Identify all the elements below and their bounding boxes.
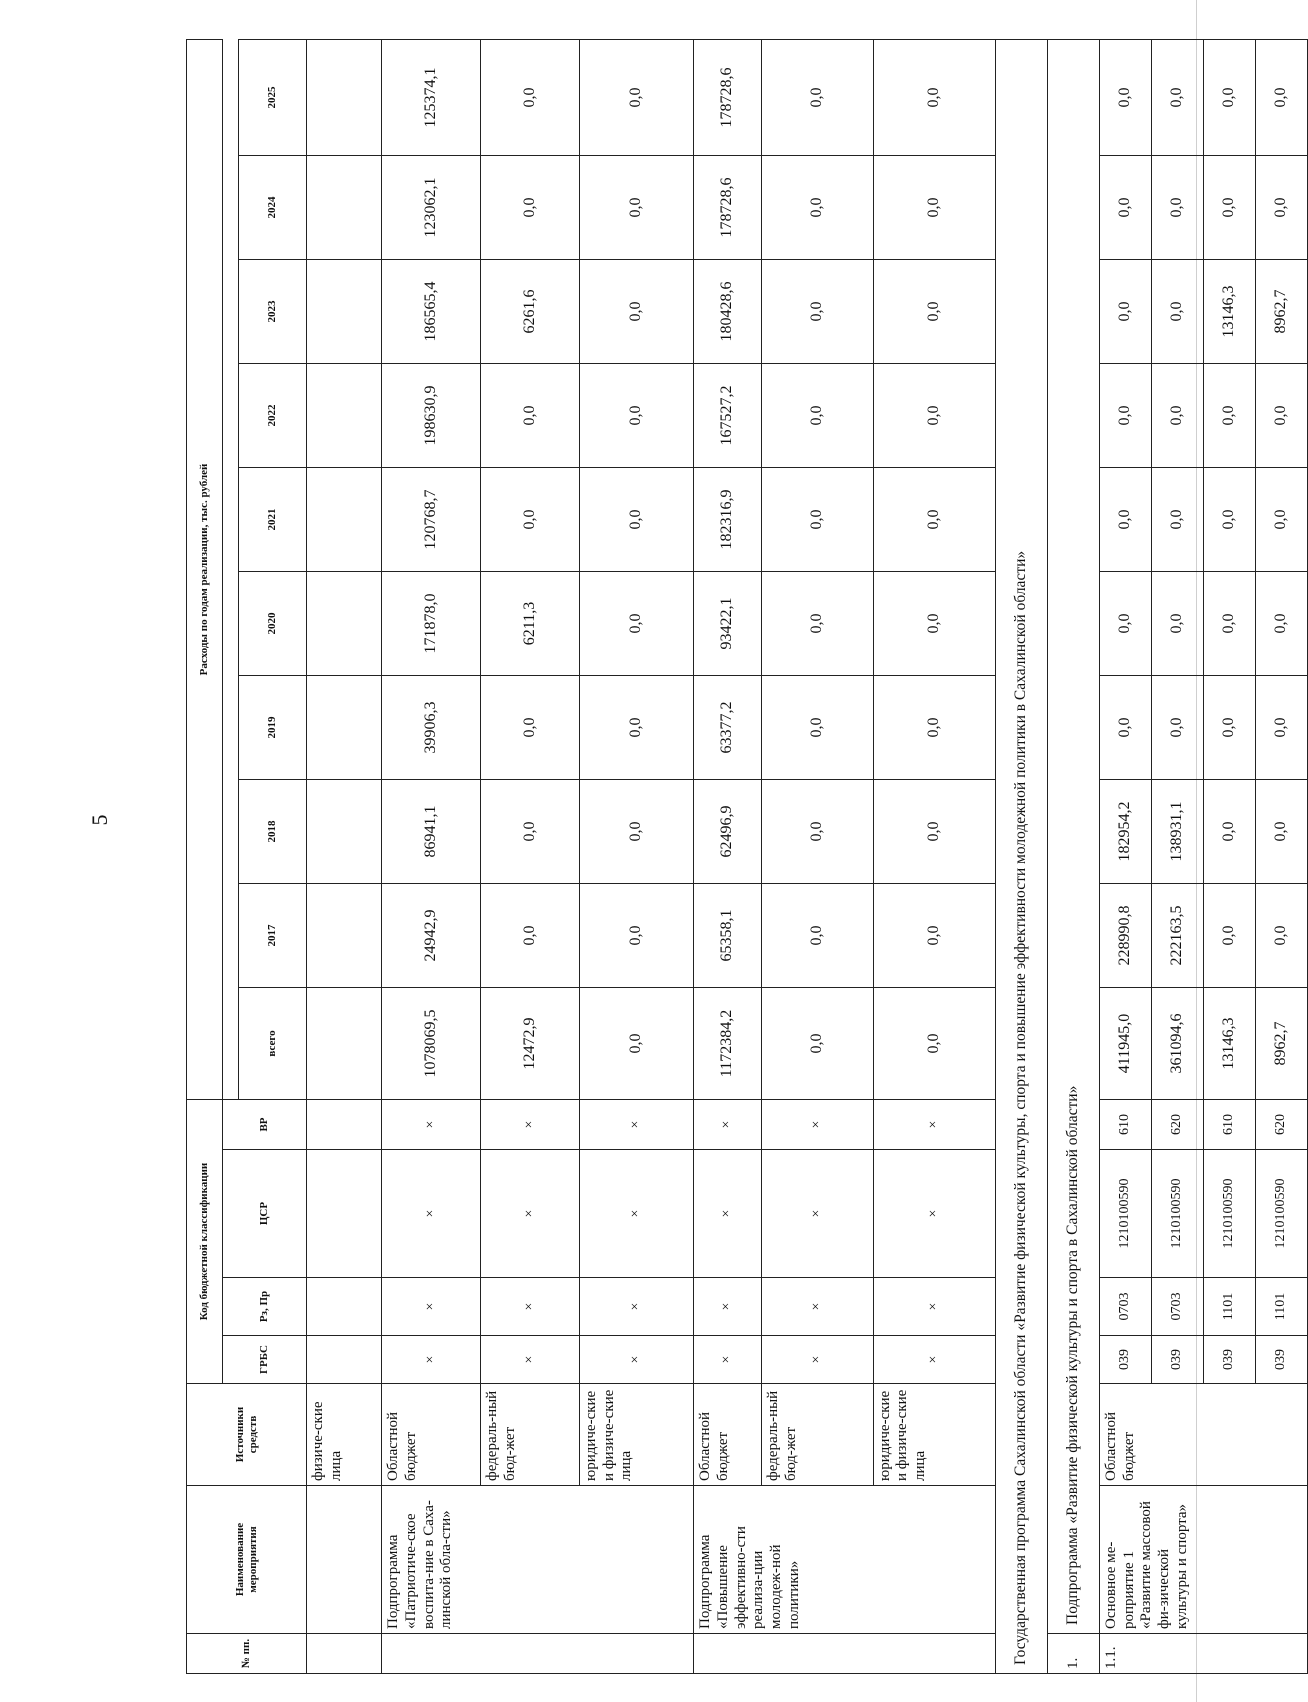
table-row xyxy=(481,39,580,1673)
table-row xyxy=(873,39,995,1673)
value-cell: 0,0 xyxy=(761,156,873,260)
header-grbs: ГРБС xyxy=(223,1336,307,1384)
value-cell: 6261,6 xyxy=(481,260,580,364)
source-cell: юридиче-ские и физиче-ские лица xyxy=(873,1384,995,1486)
value-cell: 120768,7 xyxy=(382,468,481,572)
vr-cell: × xyxy=(761,1100,873,1150)
value-cell: 0,0 xyxy=(1099,39,1151,155)
value-cell: 0,0 xyxy=(1151,39,1203,155)
csr-cell: × xyxy=(694,1150,762,1278)
rzpr-cell: 1101 xyxy=(1203,1278,1255,1336)
header-vr: ВР xyxy=(223,1100,307,1150)
value-cell: 0,0 xyxy=(1151,572,1203,676)
value-cell: 123062,1 xyxy=(382,156,481,260)
vr-cell: × xyxy=(873,1100,995,1150)
csr-cell: × xyxy=(481,1150,580,1278)
vr-cell: × xyxy=(481,1100,580,1150)
rzpr-cell: × xyxy=(873,1278,995,1336)
value-cell: 0,0 xyxy=(579,39,693,155)
value-cell: 0,0 xyxy=(873,676,995,780)
source-cell: федераль-ный бюд-жет xyxy=(481,1384,580,1486)
grbs-cell: 039 xyxy=(1151,1336,1203,1384)
csr-cell: 1210100590 xyxy=(1203,1150,1255,1278)
header-sources: Источники средств xyxy=(187,1384,307,1486)
header-year: 2019 xyxy=(239,676,307,780)
value-cell: 0,0 xyxy=(1099,468,1151,572)
value-cell: 0,0 xyxy=(873,156,995,260)
grbs-cell: 039 xyxy=(1099,1336,1151,1384)
rzpr-cell: 0703 xyxy=(1151,1278,1203,1336)
value-cell: 8962,7 xyxy=(1255,988,1307,1100)
header-csr: ЦСР xyxy=(223,1150,307,1278)
value-cell: 0,0 xyxy=(1151,676,1203,780)
value-cell: 0,0 xyxy=(1203,884,1255,988)
source-cell: федераль-ный бюд-жет xyxy=(761,1384,873,1486)
value-cell: 65358,1 xyxy=(694,884,762,988)
rotated-page xyxy=(186,40,1308,1674)
csr-cell: 1210100590 xyxy=(1099,1150,1151,1278)
grbs-cell: × xyxy=(761,1336,873,1384)
value-cell: 222163,5 xyxy=(1151,884,1203,988)
value-cell: 411945,0 xyxy=(1099,988,1151,1100)
value-cell: 182316,9 xyxy=(694,468,762,572)
value-cell: 0,0 xyxy=(1203,780,1255,884)
source-cell: Областной бюджет xyxy=(1099,1384,1307,1486)
grbs-cell: 039 xyxy=(1255,1336,1307,1384)
value-cell: 0,0 xyxy=(761,884,873,988)
value-cell: 0,0 xyxy=(1203,468,1255,572)
header-year: 2018 xyxy=(239,780,307,884)
value-cell: 0,0 xyxy=(761,988,873,1100)
value-cell: 0,0 xyxy=(873,364,995,468)
header-total: всего xyxy=(239,988,307,1100)
value-cell: 0,0 xyxy=(579,780,693,884)
value-cell: 6211,3 xyxy=(481,572,580,676)
vr-cell: 610 xyxy=(1099,1100,1151,1150)
value-cell: 0,0 xyxy=(1255,39,1307,155)
vr-cell: 610 xyxy=(1203,1100,1255,1150)
rzpr-cell: 0703 xyxy=(1099,1278,1151,1336)
section-title: Подпрограмма «Развитие физической культуры и спорта в Сахалинской области» xyxy=(1047,39,1099,1633)
source-cell: Областной бюджет xyxy=(382,1384,481,1486)
header-year: 2024 xyxy=(239,156,307,260)
grbs-cell: × xyxy=(694,1336,762,1384)
value-cell: 0,0 xyxy=(1255,780,1307,884)
vr-cell: × xyxy=(382,1100,481,1150)
grbs-cell: × xyxy=(481,1336,580,1384)
table-header xyxy=(187,39,307,1673)
value-cell: 171878,0 xyxy=(382,572,481,676)
table-row xyxy=(579,39,693,1673)
grbs-cell: × xyxy=(579,1336,693,1384)
value-cell: 0,0 xyxy=(873,468,995,572)
grbs-cell: 039 xyxy=(1203,1336,1255,1384)
value-cell: 0,0 xyxy=(1203,364,1255,468)
table-row xyxy=(1047,39,1099,1673)
value-cell: 0,0 xyxy=(1203,39,1255,155)
header-year: 2025 xyxy=(239,39,307,155)
value-cell: 0,0 xyxy=(761,468,873,572)
value-cell: 0,0 xyxy=(481,364,580,468)
value-cell: 0,0 xyxy=(1099,572,1151,676)
header-bcc: Код бюджетной классификации xyxy=(187,1100,223,1384)
header-name: Наименование мероприятия xyxy=(187,1486,307,1634)
value-cell: 0,0 xyxy=(1203,572,1255,676)
rzpr-cell: × xyxy=(579,1278,693,1336)
value-cell: 167527,2 xyxy=(694,364,762,468)
table-row xyxy=(307,39,382,1673)
value-cell: 0,0 xyxy=(481,884,580,988)
value-cell: 180428,6 xyxy=(694,260,762,364)
value-cell: 0,0 xyxy=(1255,156,1307,260)
value-cell: 178728,6 xyxy=(694,156,762,260)
value-cell: 63377,2 xyxy=(694,676,762,780)
table-row xyxy=(382,39,481,1673)
value-cell: 62496,9 xyxy=(694,780,762,884)
grbs-cell: × xyxy=(382,1336,481,1384)
value-cell: 0,0 xyxy=(1151,260,1203,364)
header-spacer xyxy=(223,39,239,1099)
grbs-cell: × xyxy=(873,1336,995,1384)
vr-cell: × xyxy=(579,1100,693,1150)
value-cell: 0,0 xyxy=(761,364,873,468)
value-cell: 0,0 xyxy=(1255,572,1307,676)
value-cell: 93422,1 xyxy=(694,572,762,676)
value-cell: 0,0 xyxy=(761,572,873,676)
budget-table xyxy=(186,39,1308,1674)
source-cell: Областной бюджет xyxy=(694,1384,762,1486)
source-cell: юридиче-ские и физиче-ские лица xyxy=(579,1384,693,1486)
value-cell: 0,0 xyxy=(1099,156,1151,260)
csr-cell: × xyxy=(382,1150,481,1278)
activity-name: Основное ме-роприятие 1 «Развитие массовой фи-зической культуры и спорта» xyxy=(1099,1486,1307,1634)
csr-cell: × xyxy=(761,1150,873,1278)
value-cell: 186565,4 xyxy=(382,260,481,364)
value-cell: 0,0 xyxy=(481,156,580,260)
rzpr-cell: × xyxy=(481,1278,580,1336)
value-cell: 39906,3 xyxy=(382,676,481,780)
header-year: 2022 xyxy=(239,364,307,468)
value-cell: 0,0 xyxy=(1255,884,1307,988)
value-cell: 0,0 xyxy=(1255,364,1307,468)
value-cell: 0,0 xyxy=(873,260,995,364)
page-number: 5 xyxy=(87,814,112,826)
subprogram-name: Подпрограмма «Патриотиче-ское воспита-ние в Саха-линской обла-сти» xyxy=(382,1486,694,1634)
header-year: 2023 xyxy=(239,260,307,364)
value-cell: 0,0 xyxy=(1099,676,1151,780)
header-number: № пп. xyxy=(187,1634,307,1674)
value-cell: 0,0 xyxy=(761,39,873,155)
value-cell: 0,0 xyxy=(873,572,995,676)
rzpr-cell: × xyxy=(382,1278,481,1336)
table-row xyxy=(761,39,873,1673)
value-cell: 0,0 xyxy=(481,39,580,155)
value-cell: 228990,8 xyxy=(1099,884,1151,988)
value-cell: 0,0 xyxy=(579,988,693,1100)
table-row xyxy=(1099,39,1151,1673)
value-cell: 0,0 xyxy=(1255,468,1307,572)
rzpr-cell: 1101 xyxy=(1255,1278,1307,1336)
value-cell: 198630,9 xyxy=(382,364,481,468)
value-cell: 0,0 xyxy=(873,780,995,884)
subprogram-name: Подпрограмма «Повышение эффективно-сти реализа-ции молодеж-ной политики» xyxy=(694,1486,996,1634)
header-year: 2021 xyxy=(239,468,307,572)
value-cell: 0,0 xyxy=(761,260,873,364)
value-cell: 86941,1 xyxy=(382,780,481,884)
value-cell: 0,0 xyxy=(579,260,693,364)
value-cell: 0,0 xyxy=(1255,676,1307,780)
value-cell: 13146,3 xyxy=(1203,988,1255,1100)
csr-cell: 1210100590 xyxy=(1255,1150,1307,1278)
vr-cell: 620 xyxy=(1151,1100,1203,1150)
value-cell: 0,0 xyxy=(1203,676,1255,780)
value-cell: 24942,9 xyxy=(382,884,481,988)
source-cell: физиче-ские лица xyxy=(307,1384,382,1486)
value-cell: 8962,7 xyxy=(1255,260,1307,364)
table-row xyxy=(995,39,1047,1673)
value-cell: 0,0 xyxy=(873,988,995,1100)
vr-cell: 620 xyxy=(1255,1100,1307,1150)
value-cell: 0,0 xyxy=(1099,364,1151,468)
value-cell: 0,0 xyxy=(761,676,873,780)
vr-cell: × xyxy=(694,1100,762,1150)
value-cell: 0,0 xyxy=(579,884,693,988)
rzpr-cell: × xyxy=(761,1278,873,1336)
value-cell: 0,0 xyxy=(873,884,995,988)
section-number: 1. xyxy=(1047,1634,1099,1674)
value-cell: 0,0 xyxy=(873,39,995,155)
header-year: 2020 xyxy=(239,572,307,676)
value-cell: 0,0 xyxy=(481,468,580,572)
header-year: 2017 xyxy=(239,884,307,988)
value-cell: 1078069,5 xyxy=(382,988,481,1100)
activity-number: 1.1. xyxy=(1099,1634,1307,1674)
value-cell: 178728,6 xyxy=(694,39,762,155)
value-cell: 0,0 xyxy=(579,572,693,676)
value-cell: 0,0 xyxy=(579,156,693,260)
csr-cell: × xyxy=(873,1150,995,1278)
value-cell: 138931,1 xyxy=(1151,780,1203,884)
value-cell: 361094,6 xyxy=(1151,988,1203,1100)
state-program-title: Государственная программа Сахалинской области «Развитие физической культуры, спорта и повышение эффективности молодежной политики в Сахалинской области» xyxy=(995,39,1047,1673)
value-cell: 125374,1 xyxy=(382,39,481,155)
value-cell: 0,0 xyxy=(1151,156,1203,260)
value-cell: 182954,2 xyxy=(1099,780,1151,884)
value-cell: 0,0 xyxy=(579,364,693,468)
value-cell: 0,0 xyxy=(1099,260,1151,364)
value-cell: 1172384,2 xyxy=(694,988,762,1100)
rzpr-cell: × xyxy=(694,1278,762,1336)
value-cell: 0,0 xyxy=(579,676,693,780)
value-cell: 0,0 xyxy=(761,780,873,884)
value-cell: 13146,3 xyxy=(1203,260,1255,364)
header-rzpr: Рз, Пр xyxy=(223,1278,307,1336)
header-expenses: Расходы по годам реализации, тыс. рублей xyxy=(187,39,223,1099)
value-cell: 0,0 xyxy=(1203,156,1255,260)
csr-cell: × xyxy=(579,1150,693,1278)
value-cell: 0,0 xyxy=(481,780,580,884)
value-cell: 0,0 xyxy=(1151,468,1203,572)
csr-cell: 1210100590 xyxy=(1151,1150,1203,1278)
value-cell: 0,0 xyxy=(579,468,693,572)
value-cell: 12472,9 xyxy=(481,988,580,1100)
value-cell: 0,0 xyxy=(1151,364,1203,468)
table-row xyxy=(694,39,762,1673)
value-cell: 0,0 xyxy=(481,676,580,780)
